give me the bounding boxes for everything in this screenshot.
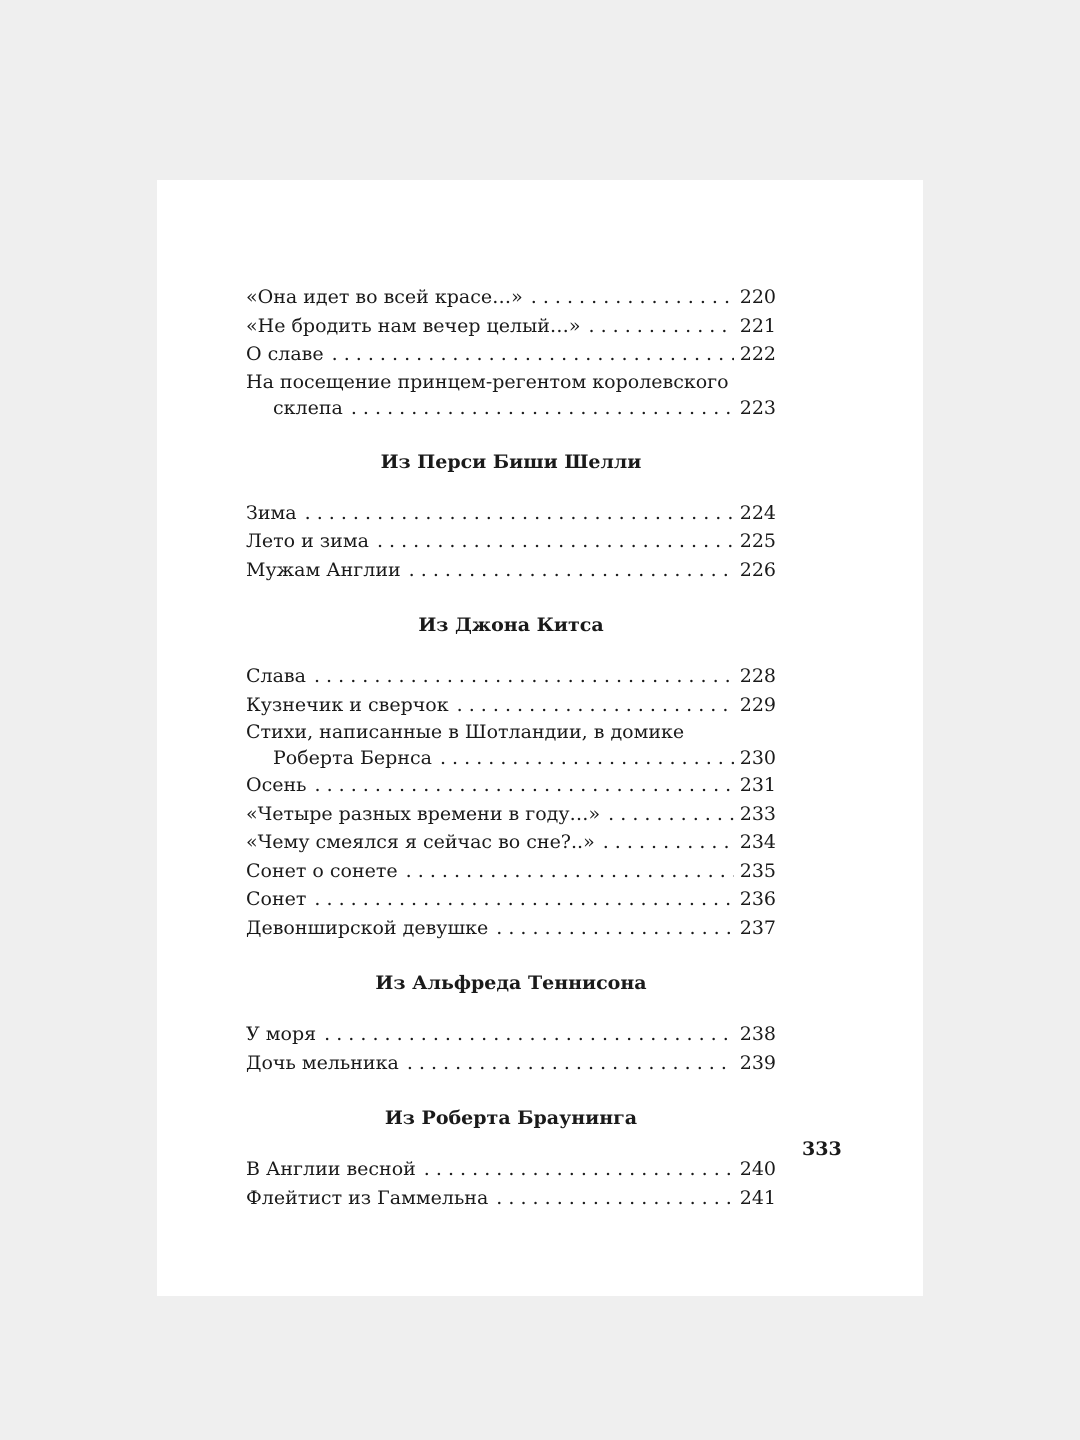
entry-title: Флейтист из Гаммельна — [246, 1186, 489, 1209]
toc-entry — [246, 691, 776, 720]
toc-entry — [246, 800, 776, 829]
dot-leader — [314, 771, 733, 800]
entry-title: В Англии весной — [246, 1158, 416, 1180]
dot-leader — [496, 914, 733, 943]
entry-page-number: 226 — [739, 558, 776, 581]
entry-page-number: 241 — [739, 1186, 776, 1209]
toc-entry — [246, 283, 776, 312]
toc-entry — [246, 527, 776, 556]
entry-title: «Она идет во всей красе…» — [246, 286, 523, 308]
dot-leader — [406, 857, 734, 886]
entry-title: «Чему смеялся я сейчас во сне?..» — [246, 831, 595, 853]
entry-title-line1: Стихи, написанные в Шотландии, в домике — [246, 721, 685, 743]
section-heading-shelley: Из Перси Биши Шелли — [380, 450, 642, 473]
dot-leader — [377, 527, 734, 556]
dot-leader — [440, 745, 734, 771]
toc-entry — [246, 914, 776, 943]
toc-entry-multiline — [246, 719, 776, 771]
entry-page-number: 221 — [739, 314, 776, 337]
entry-page-number: 220 — [739, 286, 776, 308]
entry-title-line1: На посещение принцем-регентом королевского — [246, 370, 729, 393]
toc-entry — [246, 828, 776, 857]
section-heading-tennyson: Из Альфреда Теннисона — [375, 972, 647, 994]
entry-title: «Четыре разных времени в году…» — [246, 802, 601, 825]
page-folio-number: 333 — [802, 1138, 842, 1160]
toc-entry — [246, 1184, 776, 1213]
entry-page-number: 228 — [739, 665, 776, 687]
dot-leader — [608, 800, 734, 829]
dot-leader — [603, 828, 734, 857]
entry-page-number: 229 — [739, 693, 776, 716]
dot-leader — [314, 885, 733, 914]
entry-title-line2: Роберта Бернса — [273, 747, 432, 769]
dot-leader — [314, 662, 734, 691]
entry-page-number: 224 — [739, 501, 776, 524]
toc-entry — [246, 312, 776, 341]
dot-leader — [424, 1155, 734, 1184]
entry-title: Сонет — [246, 888, 307, 910]
toc-entry — [246, 857, 776, 886]
dot-leader — [351, 395, 734, 421]
entry-page-number: 237 — [739, 916, 776, 939]
entry-title: У моря — [246, 1023, 317, 1045]
dot-leader — [409, 556, 734, 585]
section-heading-keats: Из Джона Китса — [418, 614, 604, 636]
dot-leader — [531, 283, 734, 312]
entry-title: Мужам Англии — [246, 558, 401, 581]
toc-entry — [246, 1049, 776, 1078]
table-of-contents — [246, 283, 776, 1212]
toc-entry — [246, 340, 776, 369]
entry-title-line2: склепа — [273, 396, 343, 419]
entry-page-number: 233 — [739, 802, 776, 825]
dot-leader — [588, 312, 733, 341]
dot-leader — [407, 1049, 734, 1078]
entry-title: О славе — [246, 343, 324, 365]
entry-page-number: 235 — [739, 859, 776, 882]
entry-title: Сонет о сонете — [246, 859, 398, 882]
dot-leader — [457, 691, 734, 720]
dot-leader — [496, 1184, 733, 1213]
entry-second-line — [246, 745, 776, 771]
toc-entry — [246, 885, 776, 914]
entry-title: Девонширской девушке — [246, 916, 489, 939]
toc-entry — [246, 1155, 776, 1184]
entry-title: «Не бродить нам вечер целый…» — [246, 314, 581, 337]
toc-entry — [246, 499, 776, 528]
entry-page-number: 222 — [739, 343, 776, 365]
entry-page-number: 230 — [739, 747, 776, 769]
entry-title: Дочь мельника — [246, 1051, 399, 1074]
entry-page-number: 234 — [739, 831, 776, 853]
dot-leader — [332, 340, 734, 369]
entry-title: Слава — [246, 665, 306, 687]
toc-entry — [246, 1020, 776, 1049]
toc-entry — [246, 556, 776, 585]
toc-entry — [246, 662, 776, 691]
entry-title: Осень — [246, 774, 307, 796]
entry-page-number: 239 — [739, 1051, 776, 1074]
entry-page-number: 236 — [739, 888, 776, 910]
entry-page-number: 225 — [739, 530, 776, 552]
entry-title: Кузнечик и сверчок — [246, 693, 449, 716]
entry-page-number: 223 — [739, 396, 776, 419]
entry-page-number: 231 — [739, 774, 776, 796]
entry-title: Зима — [246, 501, 297, 524]
toc-entry-multiline — [246, 369, 776, 421]
section-heading-browning: Из Роберта Браунинга — [384, 1107, 638, 1129]
book-page — [157, 180, 923, 1296]
entry-title: Лето и зима — [246, 530, 369, 552]
entry-page-number: 238 — [739, 1023, 776, 1045]
dot-leader — [305, 499, 734, 528]
entry-second-line — [246, 395, 776, 421]
toc-entry — [246, 771, 776, 800]
dot-leader — [324, 1020, 734, 1049]
entry-page-number: 240 — [739, 1158, 776, 1180]
